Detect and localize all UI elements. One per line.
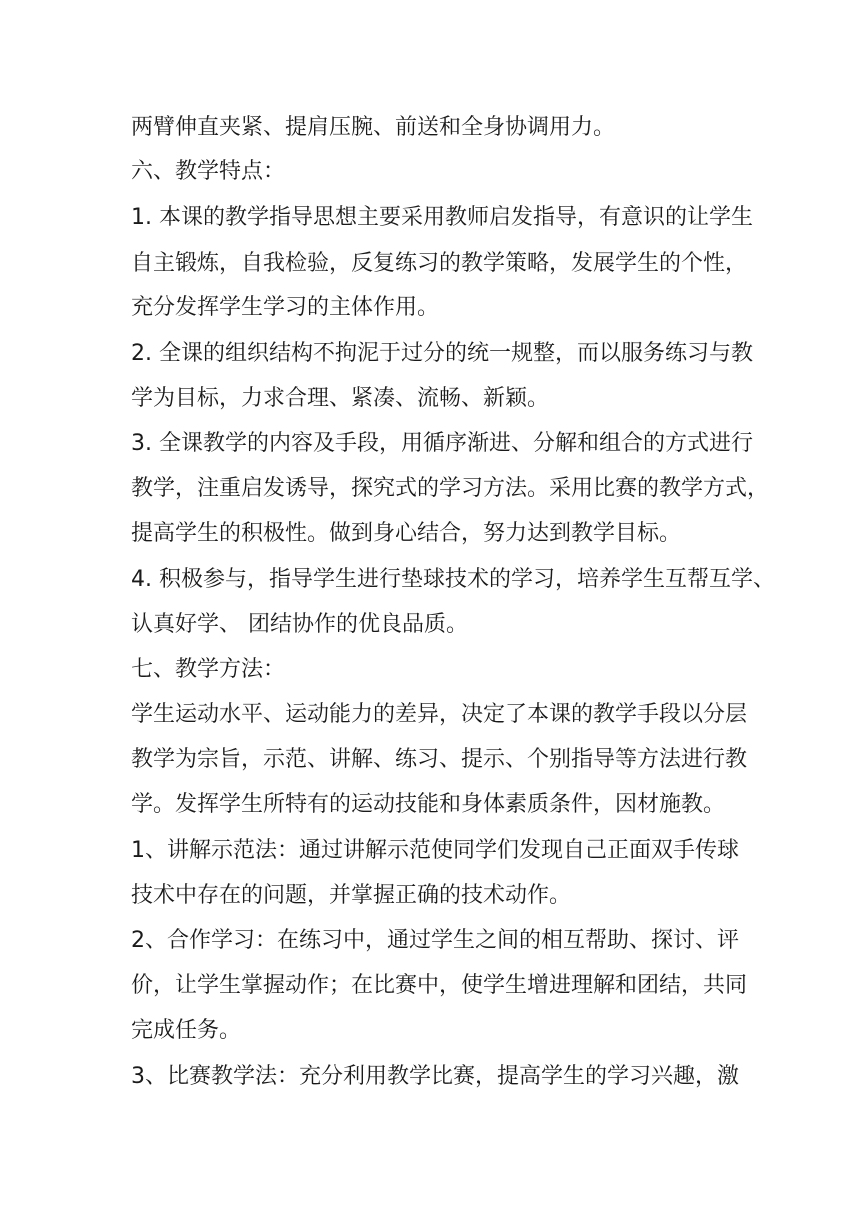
- text-line: 3、比赛教学法：充分利用教学比赛，提高学生的学习兴趣，激: [131, 1064, 739, 1089]
- text-line: 1. 本课的教学指导思想主要采用教师启发指导，有意识的让学生: [131, 205, 753, 230]
- section-heading: 七、教学方法：: [131, 657, 286, 682]
- text-line: 教学，注重启发诱导，探究式的学习方法。采用比赛的教学方式，: [131, 476, 770, 501]
- text-line: 认真好学、 团结协作的优良品质。: [131, 612, 468, 637]
- text-line: 4. 积极参与，指导学生进行垫球技术的学习，培养学生互帮互学、: [131, 567, 775, 592]
- text-line: 充分发挥学生学习的主体作用。: [131, 295, 440, 320]
- text-line: 1、讲解示范法：通过讲解示范使同学们发现自己正面双手传球: [131, 838, 739, 863]
- text-line: 教学为宗旨，示范、讲解、练习、提示、个别指导等方法进行教: [131, 747, 748, 772]
- text-line: 2、合作学习：在练习中，通过学生之间的相互帮助、探讨、评: [131, 928, 739, 953]
- text-line: 完成任务。: [131, 1018, 242, 1043]
- text-line: 提高学生的积极性。做到身心结合，努力达到教学目标。: [131, 521, 682, 546]
- section-heading: 六、教学特点：: [131, 159, 286, 184]
- text-line: 自主锻炼，自我检验，反复练习的教学策略，发展学生的个性，: [131, 251, 748, 276]
- text-line: 价，让学生掌握动作；在比赛中，使学生增进理解和团结，共同: [131, 973, 748, 998]
- text-line: 学为目标，力求合理、紧凑、流畅、新颖。: [131, 386, 550, 411]
- text-line: 2. 全课的组织结构不拘泥于过分的统一规整，而以服务练习与教: [131, 341, 753, 366]
- text-line: 3. 全课教学的内容及手段，用循序渐进、分解和组合的方式进行: [131, 431, 753, 456]
- text-line: 技术中存在的问题，并掌握正确的技术动作。: [131, 883, 572, 908]
- text-line: 两臂伸直夹紧、提肩压腕、前送和全身协调用力。: [131, 115, 616, 140]
- text-line: 学生运动水平、运动能力的差异，决定了本课的教学手段以分层: [131, 702, 748, 727]
- text-line: 学。发挥学生所特有的运动技能和身体素质条件，因材施教。: [131, 792, 726, 817]
